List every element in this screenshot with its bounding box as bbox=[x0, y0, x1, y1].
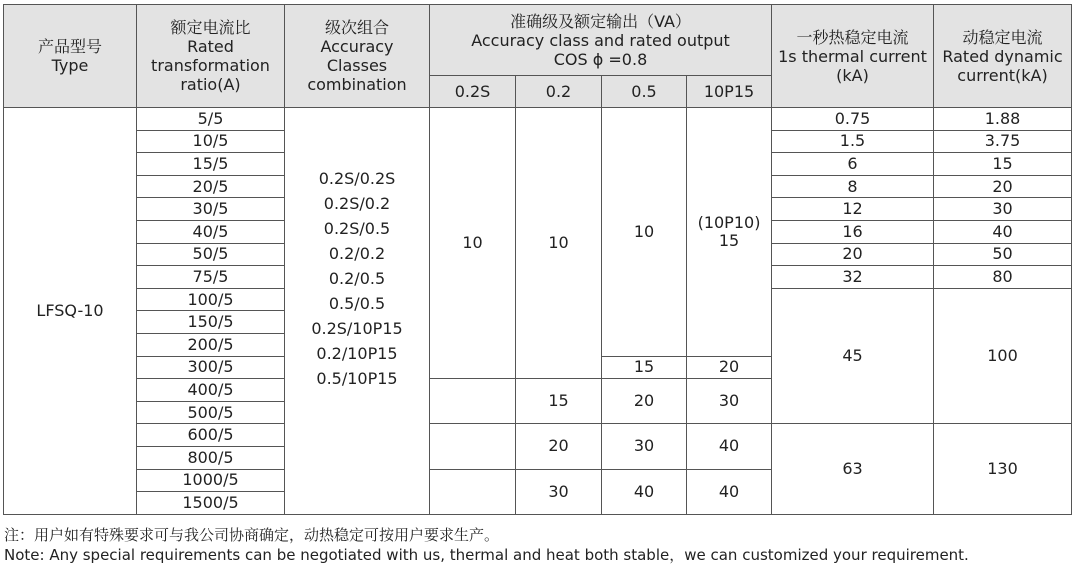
header-type: 产品型号 Type bbox=[4, 5, 137, 108]
output-02-cell: 20 bbox=[516, 424, 602, 469]
dynamic-cell: 15 bbox=[934, 153, 1072, 176]
ratio-cell: 800/5 bbox=[137, 446, 285, 469]
ratio-cell: 150/5 bbox=[137, 311, 285, 334]
thermal-cell: 0.75 bbox=[772, 108, 934, 131]
ratio-cell: 20/5 bbox=[137, 175, 285, 198]
output-02s-blank-cell bbox=[430, 469, 516, 514]
combination-cell: 0.2S/0.2S 0.2S/0.2 0.2S/0.5 0.2/0.2 0.2/0.5 0.5/0.5 0.2S/10P15 0.2/10P15 0.5/10P15 bbox=[285, 108, 430, 515]
thermal-cell: 32 bbox=[772, 266, 934, 289]
header-class-10p15: 10P15 bbox=[687, 76, 772, 108]
header-class-02s: 0.2S bbox=[430, 76, 516, 108]
output-10p15-cell: 40 bbox=[687, 424, 772, 469]
dynamic-cell: 30 bbox=[934, 198, 1072, 221]
ratio-cell: 600/5 bbox=[137, 424, 285, 447]
thermal-group1-cell: 45 bbox=[772, 288, 934, 424]
output-02s-blank-cell bbox=[430, 379, 516, 424]
output-10p15-cell: 40 bbox=[687, 469, 772, 514]
dynamic-cell: 20 bbox=[934, 175, 1072, 198]
dynamic-cell: 50 bbox=[934, 243, 1072, 266]
thermal-cell: 12 bbox=[772, 198, 934, 221]
thermal-cell: 6 bbox=[772, 153, 934, 176]
output-02-cell: 15 bbox=[516, 379, 602, 424]
header-accuracy-output: 准确级及额定输出（VA） Accuracy class and rated output COS ϕ =0.8 bbox=[430, 5, 772, 76]
output-05-cell: 10 bbox=[602, 108, 687, 357]
ratio-cell: 500/5 bbox=[137, 401, 285, 424]
thermal-cell: 8 bbox=[772, 175, 934, 198]
output-02-cell: 30 bbox=[516, 469, 602, 514]
output-05-cell: 30 bbox=[602, 424, 687, 469]
thermal-cell: 1.5 bbox=[772, 130, 934, 153]
thermal-group2-cell: 63 bbox=[772, 424, 934, 514]
header-class-05: 0.5 bbox=[602, 76, 687, 108]
header-ratio: 额定电流比 Rated transformation ratio(A) bbox=[137, 5, 285, 108]
dynamic-group1-cell: 100 bbox=[934, 288, 1072, 424]
header-thermal: 一秒热稳定电流 1s thermal current (kA) bbox=[772, 5, 934, 108]
dynamic-cell: 80 bbox=[934, 266, 1072, 289]
header-class-02: 0.2 bbox=[516, 76, 602, 108]
note-en: Note: Any special requirements can be negotiated with us, thermal and heat both stable，we can customized your requirement. bbox=[4, 546, 969, 564]
dynamic-cell: 1.88 bbox=[934, 108, 1072, 131]
ratio-cell: 1500/5 bbox=[137, 492, 285, 515]
thermal-cell: 16 bbox=[772, 220, 934, 243]
ratio-cell: 100/5 bbox=[137, 288, 285, 311]
output-02s-cell: 10 bbox=[430, 108, 516, 379]
output-10p15-cell: (10P10) 15 bbox=[687, 108, 772, 357]
output-05-300-cell: 15 bbox=[602, 356, 687, 379]
ratio-cell: 300/5 bbox=[137, 356, 285, 379]
ratio-cell: 400/5 bbox=[137, 379, 285, 402]
thermal-cell: 20 bbox=[772, 243, 934, 266]
output-02-cell: 10 bbox=[516, 108, 602, 379]
dynamic-cell: 40 bbox=[934, 220, 1072, 243]
dynamic-group2-cell: 130 bbox=[934, 424, 1072, 514]
output-05-cell: 40 bbox=[602, 469, 687, 514]
output-10p15-cell: 30 bbox=[687, 379, 772, 424]
ratio-cell: 1000/5 bbox=[137, 469, 285, 492]
ratio-cell: 200/5 bbox=[137, 333, 285, 356]
note-cn: 注：用户如有特殊要求可与我公司协商确定，动热稳定可按用户要求生产。 bbox=[4, 526, 500, 544]
output-02s-blank-cell bbox=[430, 424, 516, 469]
ratio-cell: 15/5 bbox=[137, 153, 285, 176]
output-05-cell: 20 bbox=[602, 379, 687, 424]
ratio-cell: 50/5 bbox=[137, 243, 285, 266]
ratio-cell: 10/5 bbox=[137, 130, 285, 153]
header-dynamic: 动稳定电流 Rated dynamic current(kA) bbox=[934, 5, 1072, 108]
ratio-cell: 5/5 bbox=[137, 108, 285, 131]
spec-table bbox=[3, 4, 1072, 515]
ratio-cell: 30/5 bbox=[137, 198, 285, 221]
ratio-cell: 75/5 bbox=[137, 266, 285, 289]
dynamic-cell: 3.75 bbox=[934, 130, 1072, 153]
model-cell: LFSQ-10 bbox=[4, 108, 137, 515]
output-10p15-300-cell: 20 bbox=[687, 356, 772, 379]
header-combination: 级次组合 Accuracy Classes combination bbox=[285, 5, 430, 108]
ratio-cell: 40/5 bbox=[137, 220, 285, 243]
